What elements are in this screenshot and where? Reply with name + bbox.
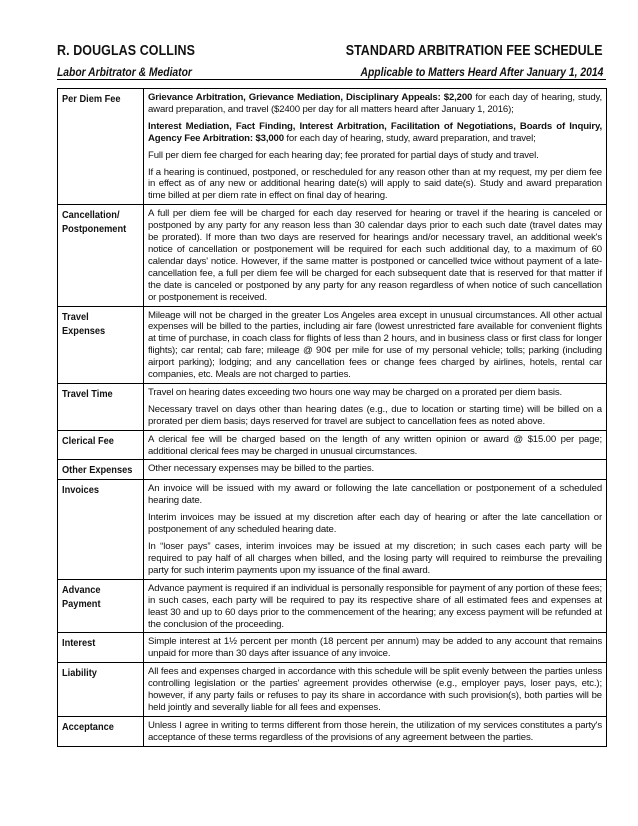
fee-schedule-table — [57, 88, 607, 747]
section-paragraph — [148, 208, 602, 303]
section-label — [58, 430, 144, 460]
section-label-line: Acceptance — [62, 720, 114, 733]
rate-heading: Interest Mediation, Fact Finding, Interest Arbitration, Facilitation of Negotiations, Boards of Inquiry, Agency Fee Arbitration: $3,000 — [148, 120, 602, 144]
paragraph-text: An invoice will be issued with my award or following the late cancellation or postponement of a scheduled hearing date. — [148, 483, 602, 507]
section-body — [144, 579, 607, 633]
section-paragraph — [148, 121, 602, 145]
section-label-line: Advance — [62, 583, 101, 596]
section-paragraph — [148, 666, 602, 714]
section-paragraph — [148, 92, 602, 116]
paragraph-text: for each day of hearing, study, award preparation, and travel ($2400 per day for all matters heard after January 1, 2016); — [148, 92, 602, 115]
paragraph-text: Other necessary expenses may be billed to the parties. — [148, 463, 375, 475]
paragraph-text: All fees and expenses charged in accordance with this schedule will be split evenly between the parties unless controlling legislation or the parties' agreement provides otherwise (e.g., employer pays, loser pays, etc.); however, if any party fails or refuses to pay its share in accordance with such provision(s), both parties will be held jointly and severally liable for all fees and expenses. — [148, 666, 602, 713]
section-paragraph — [148, 583, 602, 631]
section-label-line: Travel Time — [62, 387, 113, 400]
rate-heading: Grievance Arbitration, Grievance Mediation, Disciplinary Appeals: $2,200 — [148, 92, 473, 103]
section-body — [144, 430, 607, 460]
document-title: STANDARD ARBITRATION FEE SCHEDULE — [346, 43, 603, 59]
paragraph-text: for each day of hearing, study, award preparation, and travel; — [283, 132, 536, 144]
fee-row — [58, 383, 607, 430]
section-label-line: Liability — [62, 667, 97, 680]
header-divider — [57, 79, 606, 80]
section-body — [144, 205, 607, 306]
paragraph-text: If a hearing is continued, postponed, or rescheduled for any reason other than at my request, my per diem fee in effect as of any new or additional hearing date(s) will apply to said date(s). Study and award preparation time billed at per diem rate in effect on final day of hearing. — [148, 166, 602, 202]
fee-row — [58, 89, 607, 205]
section-paragraph — [148, 512, 602, 536]
section-label-line: Per Diem Fee — [62, 93, 121, 105]
section-paragraph — [148, 720, 602, 744]
section-body — [144, 383, 607, 430]
arbitrator-name: R. DOUGLAS COLLINS — [57, 43, 196, 59]
section-label — [58, 716, 144, 746]
section-body — [144, 460, 607, 480]
section-body — [144, 89, 607, 205]
section-label-line: Payment — [62, 597, 101, 610]
fee-row — [58, 633, 607, 663]
fee-row — [58, 663, 607, 717]
section-paragraph — [148, 310, 602, 381]
section-label-line: Expenses — [62, 324, 106, 337]
section-body — [144, 716, 607, 746]
paragraph-text: In “loser pays” cases, interim invoices may be issued at my discretion; in such cases each party will be required to pay half of all charges when billed, and the losing party will required to reimburse the prevailing party for such interim payments upon my issuance of the final award. — [148, 541, 602, 576]
paragraph-text: A clerical fee will be charged based on the length of any written opinion or award @ $15.00 per page; additional clerical fees may be charged in unusual circumstances. — [148, 433, 602, 457]
section-label — [58, 383, 144, 430]
section-paragraph — [148, 541, 602, 577]
fee-row — [58, 716, 607, 746]
section-body — [144, 663, 607, 717]
section-label — [58, 579, 144, 633]
section-label — [58, 306, 144, 383]
fee-row — [58, 306, 607, 383]
section-label — [58, 663, 144, 717]
fee-row — [58, 460, 607, 480]
paragraph-text: Full per diem fee charged for each hearing day; fee prorated for partial days of study and travel. — [148, 149, 539, 161]
section-paragraph — [148, 434, 602, 458]
section-label — [58, 480, 144, 579]
section-label — [58, 633, 144, 663]
section-label-line: Interest — [62, 637, 96, 650]
section-label-line: Other Expenses — [62, 464, 133, 477]
section-label-line: Invoices — [62, 484, 99, 497]
fee-schedule-body — [58, 89, 607, 747]
section-paragraph — [148, 463, 602, 475]
section-paragraph — [148, 387, 602, 399]
document-header — [57, 43, 603, 79]
fee-row — [58, 430, 607, 460]
section-label-line: Travel — [62, 310, 89, 323]
arbitrator-role: Labor Arbitrator & Mediator — [57, 65, 192, 79]
paragraph-text: Unless I agree in writing to terms different from those herein, the utilization of my services constitutes a party's acceptance of these terms regardless of the provisions of any agreement between the parties. — [148, 719, 602, 743]
fee-row — [58, 579, 607, 633]
paragraph-text: Mileage will not be charged in the greater Los Angeles area except in unusual circumstances. All other actual expenses will be billed to the parties, including air fare (lowest unrestricted fare available for convenient flights at time of purchase, in coach class for flights of less than 2 hours, and in business class or first class for longer flights); car rental; cab fare; mileage @ 90¢ per mile for use of my personal vehicle; tolls; parking (including airport parking); lodging; and any cancellation fees or change fees charged by airlines, hotels, rental car companies, etc. Meals are not charged to parties. — [148, 309, 602, 381]
section-paragraph — [148, 167, 602, 203]
section-label-line: Clerical Fee — [62, 434, 114, 447]
applicability-note: Applicable to Matters Heard After January 1, 2014 — [360, 65, 603, 79]
paragraph-text: Interim invoices may be issued at my discretion after each day of hearing or after the late cancellation or postponement of any scheduled hearing date. — [148, 512, 602, 536]
fee-row — [58, 205, 607, 306]
section-paragraph — [148, 150, 602, 162]
paragraph-text: A full per diem fee will be charged for each day reserved for hearing or travel if the hearing is canceled or postponed by any party for any reason less than 30 calendar days prior to each such date (travel dates may be prorated). If more than two days are reserved for hearings and/or necessary travel, an additional week's notice of cancellation or postponement will be required for each such additional day, to a maximum of 60 calendar days' notice. However, if the same matter is postponed or cancelled twice without payment of a late-cancellation fee, a full per diem fee will be charged for each subsequent date that is reserved for that matter if the date is canceled or postponed by any party for any reason regardless of when notice of such cancellation or postponement is received. — [148, 208, 602, 303]
section-body — [144, 633, 607, 663]
fee-row — [58, 480, 607, 579]
section-label — [58, 205, 144, 306]
paragraph-text: Travel on hearing dates exceeding two hours one way may be charged on a prorated per diem basis. — [148, 386, 563, 398]
section-body — [144, 306, 607, 383]
section-paragraph — [148, 636, 602, 660]
paragraph-text: Advance payment is required if an individual is personally responsible for payment of any portion of these fees; in such cases, each party will be required to pay its respective share of all estimated fees and expenses at least 30 and up to 60 days prior to the commencement of the hearing; any excess payment will be refunded at the conclusion of the proceeding. — [148, 582, 602, 630]
section-label — [58, 460, 144, 480]
section-paragraph — [148, 404, 602, 428]
section-body — [144, 480, 607, 579]
section-label-line: Cancellation/ — [62, 209, 120, 222]
section-label-line: Postponement — [62, 223, 127, 236]
section-paragraph — [148, 483, 602, 507]
section-label — [58, 89, 144, 205]
paragraph-text: Necessary travel on days other than hearing dates (e.g., due to location or starting time) will be billed on a prorated per diem basis; days reserved for travel are subject to cancellation fees as noted above. — [148, 403, 602, 427]
paragraph-text: Simple interest at 1½ percent per month (18 percent per annum) may be added to any account that remains unpaid for more than 30 days after issuance of any invoice. — [148, 636, 602, 660]
